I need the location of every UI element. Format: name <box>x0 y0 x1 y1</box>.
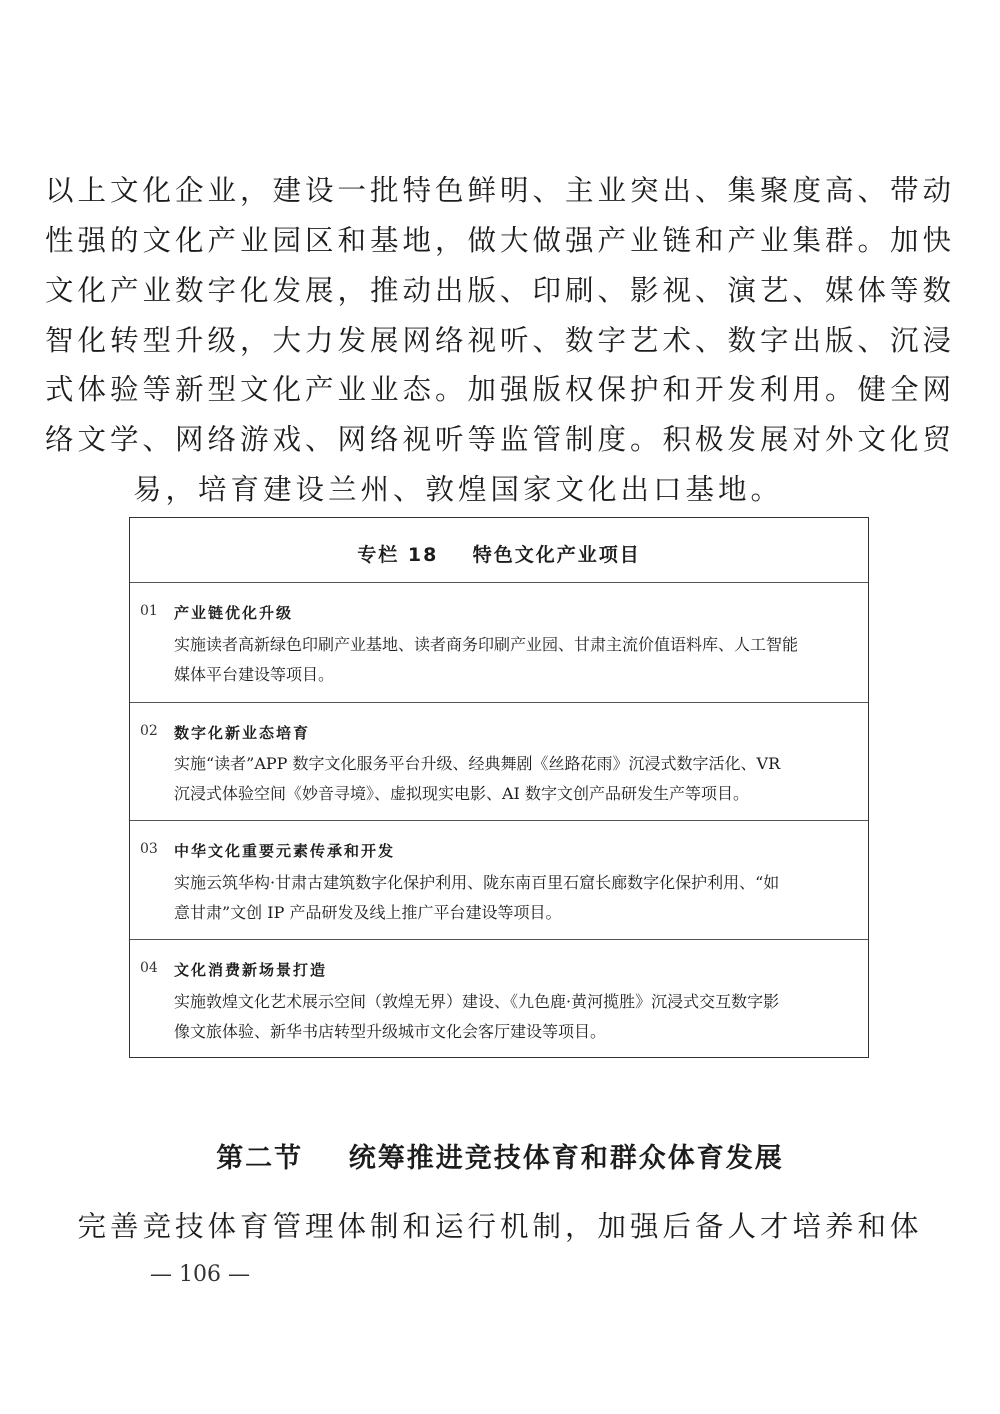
paragraph-line: 以上文化企业，建设一批特色鲜明、主业突出、集聚度高、带动 <box>44 174 955 207</box>
paragraph-line: 性强的文化产业园区和基地，做大做强产业链和产业集群。加快 <box>44 224 955 257</box>
item-text-line: 实施“读者”APP 数字文化服务平台升级、经典舞剧《丝路花雨》沉浸式数字活化、VR <box>174 754 781 773</box>
paragraph-line: 智化转型升级，大力发展网络视听、数字艺术、数字出版、沉浸 <box>44 324 955 357</box>
paragraph-line: 文化产业数字化发展，推动出版、印刷、影视、演艺、媒体等数 <box>44 274 955 307</box>
page-number: — 106 — <box>150 1262 250 1287</box>
item-number: 03 <box>140 841 158 857</box>
item-number: 04 <box>140 960 158 976</box>
column-title: 专栏 18 特色文化产业项目 <box>357 544 641 566</box>
item-text-line: 沉浸式体验空间《妙音寻境》、虚拟现实电影、AI 数字文创产品研发生产等项目。 <box>174 784 749 803</box>
item-number: 01 <box>140 603 158 619</box>
item-text-line: 像文旅体验、新华书店转型升级城市文化会客厅建设等项目。 <box>174 1022 607 1041</box>
item-heading: 中华文化重要元素传承和开发 <box>174 842 396 860</box>
item-text-line: 媒体平台建设等项目。 <box>174 665 335 684</box>
feature-column-box <box>129 517 869 1058</box>
item-heading: 数字化新业态培育 <box>174 724 311 742</box>
paragraph-line: 络文学、网络游戏、网络视听等监管制度。积极发展对外文化贸 <box>44 423 955 456</box>
item-text-line: 实施读者高新绿色印刷产业基地、读者商务印刷产业园、甘肃主流价值语料库、人工智能 <box>174 635 799 654</box>
item-text-line: 意甘肃”文创 IP 产品研发及线上推广平台建设等项目。 <box>174 903 562 922</box>
section-first-line: 完善竞技体育管理体制和运行机制，加强后备人才培养和体 <box>77 1210 923 1243</box>
paragraph-line: 易，培育建设兰州、敦煌国家文化出口基地。 <box>133 473 784 506</box>
divider <box>130 820 868 821</box>
item-text-line: 实施云筑华构·甘肃古建筑数字化保护利用、陇东南百里石窟长廊数字化保护利用、“如 <box>174 873 780 892</box>
paragraph-line: 式体验等新型文化产业业态。加强版权保护和开发利用。健全网 <box>44 373 955 406</box>
divider <box>130 582 868 583</box>
item-number: 02 <box>140 723 158 739</box>
item-heading: 产业链优化升级 <box>174 604 294 622</box>
item-heading: 文化消费新场景打造 <box>174 961 328 979</box>
item-text-line: 实施敦煌文化艺术展示空间（敦煌无界）建设、《九色鹿·黄河揽胜》沉浸式交互数字影 <box>174 992 780 1011</box>
section-heading: 第二节 统筹推进竞技体育和群众体育发展 <box>216 1143 784 1174</box>
divider <box>130 702 868 703</box>
divider <box>130 939 868 940</box>
